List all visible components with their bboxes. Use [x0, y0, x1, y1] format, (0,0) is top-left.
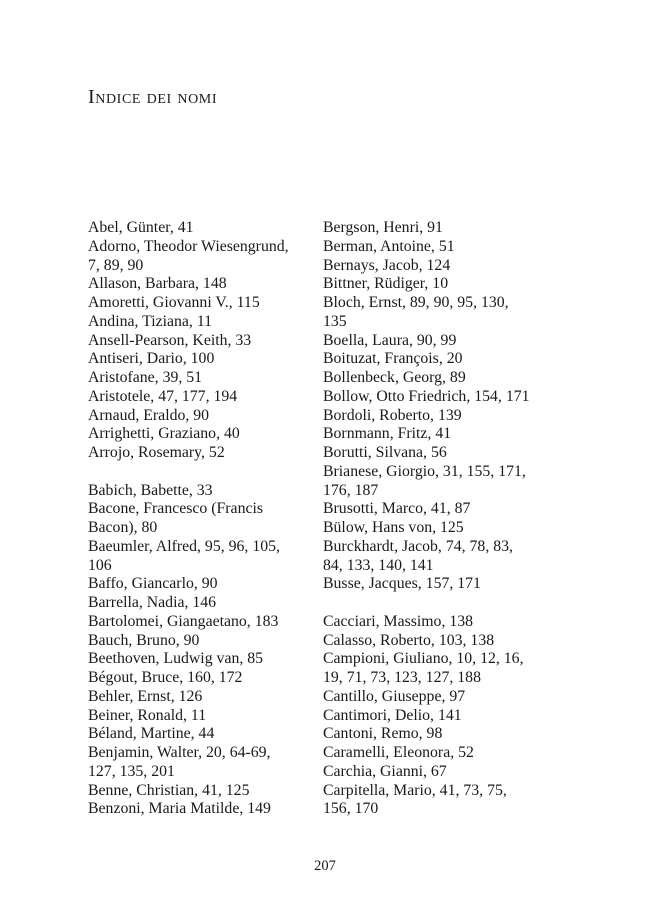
index-entry: 156, 170 [323, 800, 379, 818]
index-entry: Bégout, Bruce, 160, 172 [88, 669, 243, 686]
index-entry: Bergson, Henri, 91 [323, 219, 443, 236]
index-entry: Allason, Barbara, 148 [88, 275, 227, 293]
index-entry: Bacone, Francesco (Francis [88, 500, 264, 518]
index-entry: Abel, Günter, 41 [88, 219, 194, 236]
index-entry: Amoretti, Giovanni V., 115 [88, 294, 260, 311]
index-entry: Antiseri, Dario, 100 [88, 350, 215, 368]
index-entry: 127, 135, 201 [88, 762, 175, 780]
index-entry: 7, 89, 90 [88, 256, 144, 274]
index-entry: Carchia, Gianni, 67 [323, 762, 447, 780]
index-entry: Behler, Ernst, 126 [88, 687, 203, 705]
index-entry: Cacciari, Massimo, 138 [323, 612, 474, 630]
index-column-right [323, 219, 545, 819]
index-entry: Cantoni, Remo, 98 [323, 725, 443, 743]
index-entry: Bauch, Bruno, 90 [88, 631, 200, 649]
page-title: Indice dei nomi [88, 86, 218, 108]
index-entry: Arnaud, Eraldo, 90 [88, 406, 210, 424]
index-entry: Berman, Antoine, 51 [323, 237, 455, 255]
index-entry: Cantimori, Delio, 141 [323, 706, 462, 724]
index-entry: Benjamin, Walter, 20, 64-69, [88, 744, 271, 761]
index-entry: Busse, Jacques, 157, 171 [323, 575, 481, 593]
index-entry: Brianese, Giorgio, 31, 155, 171, [323, 462, 526, 480]
index-entry: Carpitella, Mario, 41, 73, 75, [323, 781, 507, 799]
index-entry: Baeumler, Alfred, 95, 96, 105, [88, 537, 280, 555]
section-gap [88, 463, 306, 482]
index-entry: Adorno, Theodor Wiesengrund, [88, 237, 289, 255]
index-entry: 106 [88, 556, 112, 574]
index-entry: Bornmann, Fritz, 41 [323, 425, 452, 443]
index-entry: Aristofane, 39, 51 [88, 369, 203, 386]
index-entry: 135 [323, 312, 347, 330]
page-number: 207 [314, 858, 336, 874]
index-entry: Bollow, Otto Friedrich, 154, 171 [323, 387, 530, 405]
index-entry: Ansell-Pearson, Keith, 33 [88, 331, 252, 349]
index-entry: Beiner, Ronald, 11 [88, 706, 207, 724]
index-entry: Bollenbeck, Georg, 89 [323, 369, 466, 386]
index-entry: Bartolomei, Giangaetano, 183 [88, 612, 279, 630]
index-entry: Arrighetti, Graziano, 40 [88, 425, 240, 443]
index-entry: Burckhardt, Jacob, 74, 78, 83, [323, 537, 513, 555]
index-entry: Bülow, Hans von, 125 [323, 519, 464, 536]
index-entry: Benne, Christian, 41, 125 [88, 781, 250, 799]
index-entry: 19, 71, 73, 123, 127, 188 [323, 669, 481, 686]
index-column-left [88, 219, 306, 819]
index-entry: Brusotti, Marco, 41, 87 [323, 500, 471, 518]
index-entry: Bloch, Ernst, 89, 90, 95, 130, [323, 294, 509, 311]
index-entry: Calasso, Roberto, 103, 138 [323, 631, 495, 649]
index-entry: Borutti, Silvana, 56 [323, 444, 447, 461]
index-entry: Cantillo, Giuseppe, 97 [323, 687, 466, 705]
index-entry: Babich, Babette, 33 [88, 481, 213, 499]
index-entry: Béland, Martine, 44 [88, 725, 215, 743]
index-entry: Bacon), 80 [88, 519, 158, 536]
index-entry: Baffo, Giancarlo, 90 [88, 575, 218, 593]
index-entry: Boituzat, François, 20 [323, 350, 463, 368]
index-entry: Bittner, Rüdiger, 10 [323, 275, 449, 293]
index-entry: Aristotele, 47, 177, 194 [88, 387, 238, 405]
index-entry: 176, 187 [323, 481, 379, 499]
section-gap [323, 594, 545, 613]
index-entry: Bordoli, Roberto, 139 [323, 406, 462, 424]
index-entry: Campioni, Giuliano, 10, 12, 16, [323, 650, 524, 668]
index-entry: Arrojo, Rosemary, 52 [88, 444, 225, 461]
index-entry: Bernays, Jacob, 124 [323, 256, 451, 274]
index-entry: 84, 133, 140, 141 [323, 556, 434, 574]
index-entry: Benzoni, Maria Matilde, 149 [88, 800, 271, 818]
index-entry: Barrella, Nadia, 146 [88, 594, 217, 611]
index-entry: Boella, Laura, 90, 99 [323, 331, 457, 349]
index-entry: Caramelli, Eleonora, 52 [323, 744, 474, 761]
index-entry: Beethoven, Ludwig van, 85 [88, 650, 264, 668]
index-entry: Andina, Tiziana, 11 [88, 312, 213, 330]
